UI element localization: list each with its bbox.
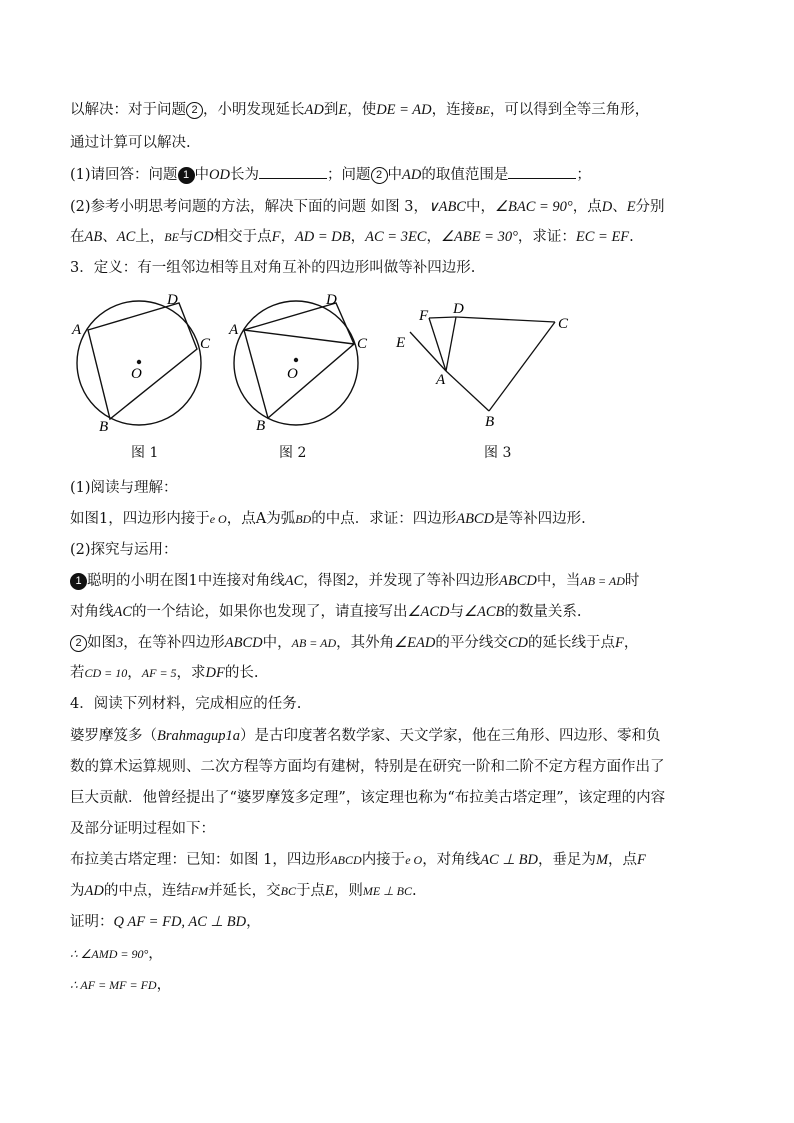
label-c: C	[558, 316, 569, 332]
figure-3	[390, 290, 580, 440]
text-line-13: 若CD = 10，AF = 5，求DF的长.	[70, 665, 259, 681]
label-a: A	[229, 322, 239, 338]
figure-2-caption: 图 2	[279, 445, 307, 461]
text-line-12: 2 如图3，在等补四边形ABCD中，AB = AD，其外角∠EAD的平分线交CD的延长线于点F，	[70, 633, 638, 653]
label-c: C	[200, 336, 211, 352]
segment-fd	[429, 317, 456, 318]
text-line-11: 对角线AC的一个结论，如果你也发现了，请直接写出∠ACD与∠ACB的数量关系.	[70, 604, 582, 620]
circled-number: 1	[178, 167, 195, 184]
label-a: A	[436, 372, 446, 388]
segment-ab	[446, 371, 489, 411]
label-f: F	[419, 308, 429, 324]
problem-4-title: 4．阅读下列材料，完成相应的任务.	[70, 696, 302, 712]
circled-number: 2	[371, 167, 388, 184]
text-line-17: 巨大贡献．他曾经提出了“婆罗摩笈多定理”，该定理也称为“布拉美古塔定理”，该定理的内容	[70, 790, 666, 806]
figure-2	[225, 285, 385, 435]
label-b: B	[485, 414, 495, 430]
question-1-line: (1)请回答：问题 1 中OD长为 ；问题 2 中AD的取值范围是 ；	[70, 164, 591, 185]
text-line-19: 布拉美古塔定理：已知：如图 1，四边形ABCD内接于e O，对角线AC ⊥ BD，垂足为M，点F	[70, 852, 646, 868]
segment-da	[446, 317, 456, 371]
figure-3-caption: 图 3	[484, 445, 512, 461]
text-line-1: 以解决：对于问题 2 ，小明发现延长AD到E，使DE = AD，连接BE，可以得到全等三角形，	[70, 102, 650, 118]
label-b: B	[256, 418, 266, 434]
diagonal-ac	[244, 330, 354, 344]
proof-line-2: ∴ ∠AMD = 90°，	[70, 946, 163, 962]
figure-1-caption: 图 1	[131, 445, 159, 461]
center-point	[294, 358, 298, 362]
circled-number: 2	[186, 102, 203, 119]
proof-line-1: 证明：Q AF = FD, AC ⊥ BD，	[70, 914, 261, 930]
text-line-10: 1 聪明的小明在图1中连接对角线AC，得图2，并发现了等补四边形ABCD中，当AB = AD时	[70, 571, 639, 591]
segment-cb	[489, 322, 555, 411]
quadrilateral-abcd	[244, 303, 354, 418]
figure-1	[65, 285, 225, 435]
segment-fa	[429, 318, 446, 371]
label-e: E	[396, 335, 406, 351]
answer-blank[interactable]	[508, 164, 576, 179]
text-line-7: (1)阅读与理解：	[70, 480, 178, 496]
circled-number: 1	[70, 573, 87, 590]
question-2-line: (2)参考小明思考问题的方法，解决下面的问题 如图 3，∨ABC中，∠BAC = 90°，点D、E分别	[70, 199, 665, 215]
text-line-2: 通过计算可以解决.	[70, 135, 191, 151]
center-point	[137, 360, 141, 364]
text-line-18: 及部分证明过程如下：	[70, 821, 215, 837]
quadrilateral-abcd	[88, 303, 197, 419]
text-line-20: 为AD的中点，连结FM并延长，交BC于点E，则ME ⊥ BC.	[70, 883, 417, 899]
label-d: D	[453, 301, 464, 317]
label-o: O	[131, 366, 142, 382]
text-line-9: (2)探究与运用：	[70, 542, 178, 558]
segment-af	[410, 332, 446, 371]
text-line-15: 婆罗摩笈多（Brahmagup1a）是古印度著名数学家、天文学家，他在三角形、四边形、零和负	[70, 728, 661, 744]
proof-line-3: ∴ AF = MF = FD，	[70, 977, 172, 993]
label-b: B	[99, 419, 109, 435]
problem-3-title: 3．定义：有一组邻边相等且对角互补的四边形叫做等补四边形.	[70, 260, 476, 276]
segment-dc	[456, 317, 555, 322]
answer-blank[interactable]	[259, 164, 327, 179]
label-d: D	[167, 292, 178, 308]
label-c: C	[357, 336, 368, 352]
text-line-8: 如图1，四边形内接于e O，点A为弧BD的中点．求证：四边形ABCD是等补四边形.	[70, 511, 586, 527]
label-o: O	[287, 366, 298, 382]
label-d: D	[326, 292, 337, 308]
text-line-5: 在AB、AC上，BE与CD相交于点F，AD = DB，AC = 3EC，∠ABE = 30°，求证：EC = EF.	[70, 229, 634, 245]
circled-number: 2	[70, 635, 87, 652]
label-a: A	[72, 322, 82, 338]
text-line-16: 数的算术运算规则、二次方程等方面均有建树，特别是在研究一阶和二阶不定方程方面作出了	[70, 759, 665, 775]
